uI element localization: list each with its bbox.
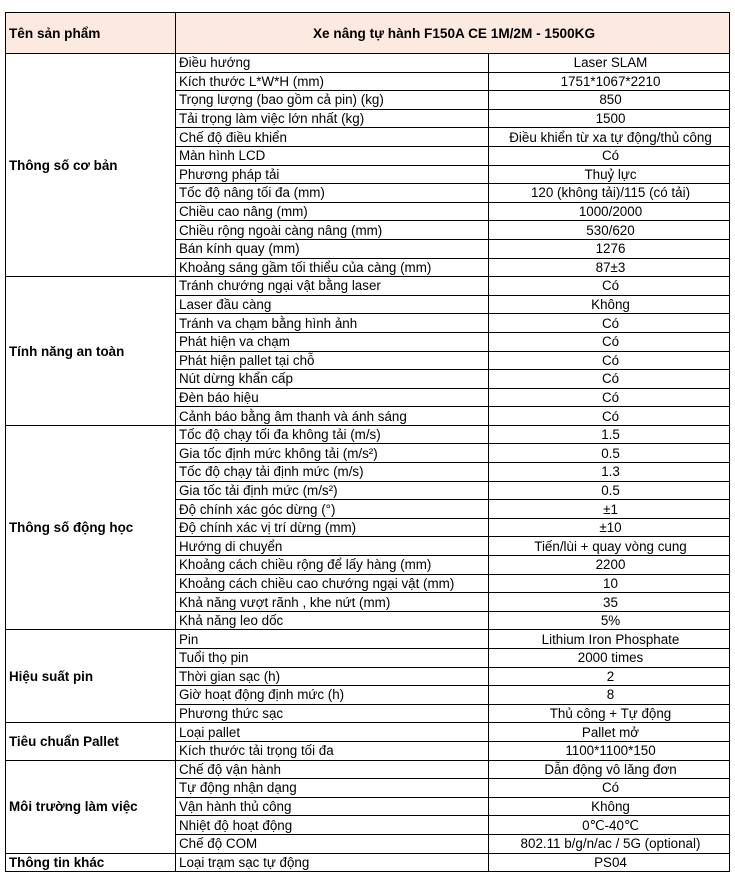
spec-label: Phương pháp tải [176, 165, 489, 184]
spec-value: 8 [489, 686, 730, 705]
spec-label: Khả năng vượt rãnh , khe nứt (mm) [176, 593, 489, 612]
spec-label: Gia tốc định mức không tải (m/s²) [176, 444, 489, 463]
table-row [6, 425, 730, 444]
spec-value: Có [489, 332, 730, 351]
table-row [6, 54, 730, 73]
spec-value: 802.11 b/g/n/ac / 5G (optional) [489, 834, 730, 853]
spec-value: 1.3 [489, 463, 730, 482]
spec-value: 10 [489, 574, 730, 593]
spec-value: 87±3 [489, 258, 730, 277]
table-row [6, 853, 730, 872]
group-label: Tính năng an toàn [6, 277, 176, 426]
spec-value: 0.5 [489, 444, 730, 463]
spec-label: Pin [176, 630, 489, 649]
spec-value: Có [489, 407, 730, 426]
spec-value: 530/620 [489, 221, 730, 240]
spec-label: Chế độ vận hành [176, 760, 489, 779]
spec-value: Có [489, 146, 730, 165]
spec-label: Màn hình LCD [176, 146, 489, 165]
spec-value: 1276 [489, 239, 730, 258]
spec-value: Tiến/lùi + quay vòng cung [489, 537, 730, 556]
spec-label: Tự động nhận dạng [176, 779, 489, 798]
group-label: Hiệu suất pin [6, 630, 176, 723]
spec-label: Chiều rộng ngoài càng nâng (mm) [176, 221, 489, 240]
spec-value: 120 (không tải)/115 (có tải) [489, 184, 730, 203]
spec-label: Chiều cao nâng (mm) [176, 202, 489, 221]
spec-label: Tránh va chạm bằng hình ảnh [176, 314, 489, 333]
spec-value: 1000/2000 [489, 202, 730, 221]
spec-value: Lithium Iron Phosphate [489, 630, 730, 649]
group-label: Môi trường làm việc [6, 760, 176, 853]
spec-label: Phát hiện pallet tại chỗ [176, 351, 489, 370]
spec-value: Laser SLAM [489, 54, 730, 73]
spec-value: 5% [489, 611, 730, 630]
spec-label: Loại pallet [176, 723, 489, 742]
spec-label: Độ chính xác vị trí dừng (mm) [176, 518, 489, 537]
spec-label: Phương thức sạc [176, 704, 489, 723]
table-row [6, 277, 730, 296]
spec-label: Chế độ COM [176, 834, 489, 853]
spec-value: Có [489, 779, 730, 798]
spec-value: Không [489, 797, 730, 816]
spec-label: Tải trọng làm việc lớn nhất (kg) [176, 109, 489, 128]
spec-label: Trọng lượng (bao gồm cả pin) (kg) [176, 91, 489, 110]
spec-value: ±10 [489, 518, 730, 537]
spec-label: Khả năng leo dốc [176, 611, 489, 630]
spec-value: 0℃-40℃ [489, 816, 730, 835]
spec-value: Có [489, 351, 730, 370]
spec-value: 2 [489, 667, 730, 686]
spec-value: Có [489, 277, 730, 296]
product-title: Xe nâng tự hành F150A CE 1M/2M - 1500KG [176, 13, 730, 54]
spec-label: Tốc độ nâng tối đa (mm) [176, 184, 489, 203]
spec-label: Bán kính quay (mm) [176, 239, 489, 258]
spec-label: Tuổi thọ pin [176, 649, 489, 668]
table-row [6, 723, 730, 742]
spec-table [5, 12, 730, 872]
spec-value: Có [489, 314, 730, 333]
spec-label: Nút dừng khẩn cấp [176, 370, 489, 389]
spec-value: Có [489, 370, 730, 389]
spec-label: Tránh chướng ngại vật bằng laser [176, 277, 489, 296]
spec-label: Tốc độ chạy tải định mức (m/s) [176, 463, 489, 482]
spec-label: Loại trạm sạc tự động [176, 853, 489, 872]
group-label: Thông số cơ bản [6, 54, 176, 277]
spec-value: 0.5 [489, 481, 730, 500]
spec-label: Khoảng cách chiều rộng để lấy hàng (mm) [176, 556, 489, 575]
spec-label: Gia tốc tải định mức (m/s²) [176, 481, 489, 500]
header-row [6, 13, 730, 54]
spec-value: ±1 [489, 500, 730, 519]
group-label: Tiêu chuẩn Pallet [6, 723, 176, 760]
spec-label: Độ chính xác góc dừng (°) [176, 500, 489, 519]
spec-label: Điều hướng [176, 54, 489, 73]
spec-table-body [6, 13, 730, 872]
spec-label: Tốc độ chạy tối đa không tải (m/s) [176, 425, 489, 444]
spec-value: 35 [489, 593, 730, 612]
spec-label: Vận hành thủ công [176, 797, 489, 816]
spec-value: Thuỷ lực [489, 165, 730, 184]
spec-label: Đèn báo hiệu [176, 388, 489, 407]
spec-label: Khoảng sáng gầm tối thiểu của càng (mm) [176, 258, 489, 277]
spec-value: 2000 times [489, 649, 730, 668]
spec-value: PS04 [489, 853, 730, 872]
group-label: Thông tin khác [6, 853, 176, 872]
table-row [6, 630, 730, 649]
spec-value: Điều khiển từ xa tự động/thủ công [489, 128, 730, 147]
spec-value: Pallet mở [489, 723, 730, 742]
spec-value: 2200 [489, 556, 730, 575]
spec-label: Kích thước L*W*H (mm) [176, 72, 489, 91]
spec-value: Không [489, 295, 730, 314]
spec-label: Cảnh báo bằng âm thanh và ánh sáng [176, 407, 489, 426]
spec-label: Laser đầu càng [176, 295, 489, 314]
spec-label: Chế độ điều khiển [176, 128, 489, 147]
spec-value: 1100*1100*150 [489, 741, 730, 760]
spec-value: Có [489, 388, 730, 407]
group-label: Thông số động học [6, 425, 176, 630]
spec-label: Hướng di chuyển [176, 537, 489, 556]
spec-value: Dẫn động vô lăng đơn [489, 760, 730, 779]
spec-label: Giờ hoạt động định mức (h) [176, 686, 489, 705]
spec-value: 1500 [489, 109, 730, 128]
spec-label: Nhiệt độ hoạt động [176, 816, 489, 835]
spec-label: Khoảng cách chiều cao chướng ngại vật (mm) [176, 574, 489, 593]
spec-label: Thời gian sạc (h) [176, 667, 489, 686]
header-label: Tên sản phẩm [6, 13, 176, 54]
spec-value: 1751*1067*2210 [489, 72, 730, 91]
spec-value: 850 [489, 91, 730, 110]
spec-value: 1.5 [489, 425, 730, 444]
spec-label: Kích thước tải trọng tối đa [176, 741, 489, 760]
spec-label: Phát hiện va chạm [176, 332, 489, 351]
spec-value: Thủ công + Tự động [489, 704, 730, 723]
table-row [6, 760, 730, 779]
